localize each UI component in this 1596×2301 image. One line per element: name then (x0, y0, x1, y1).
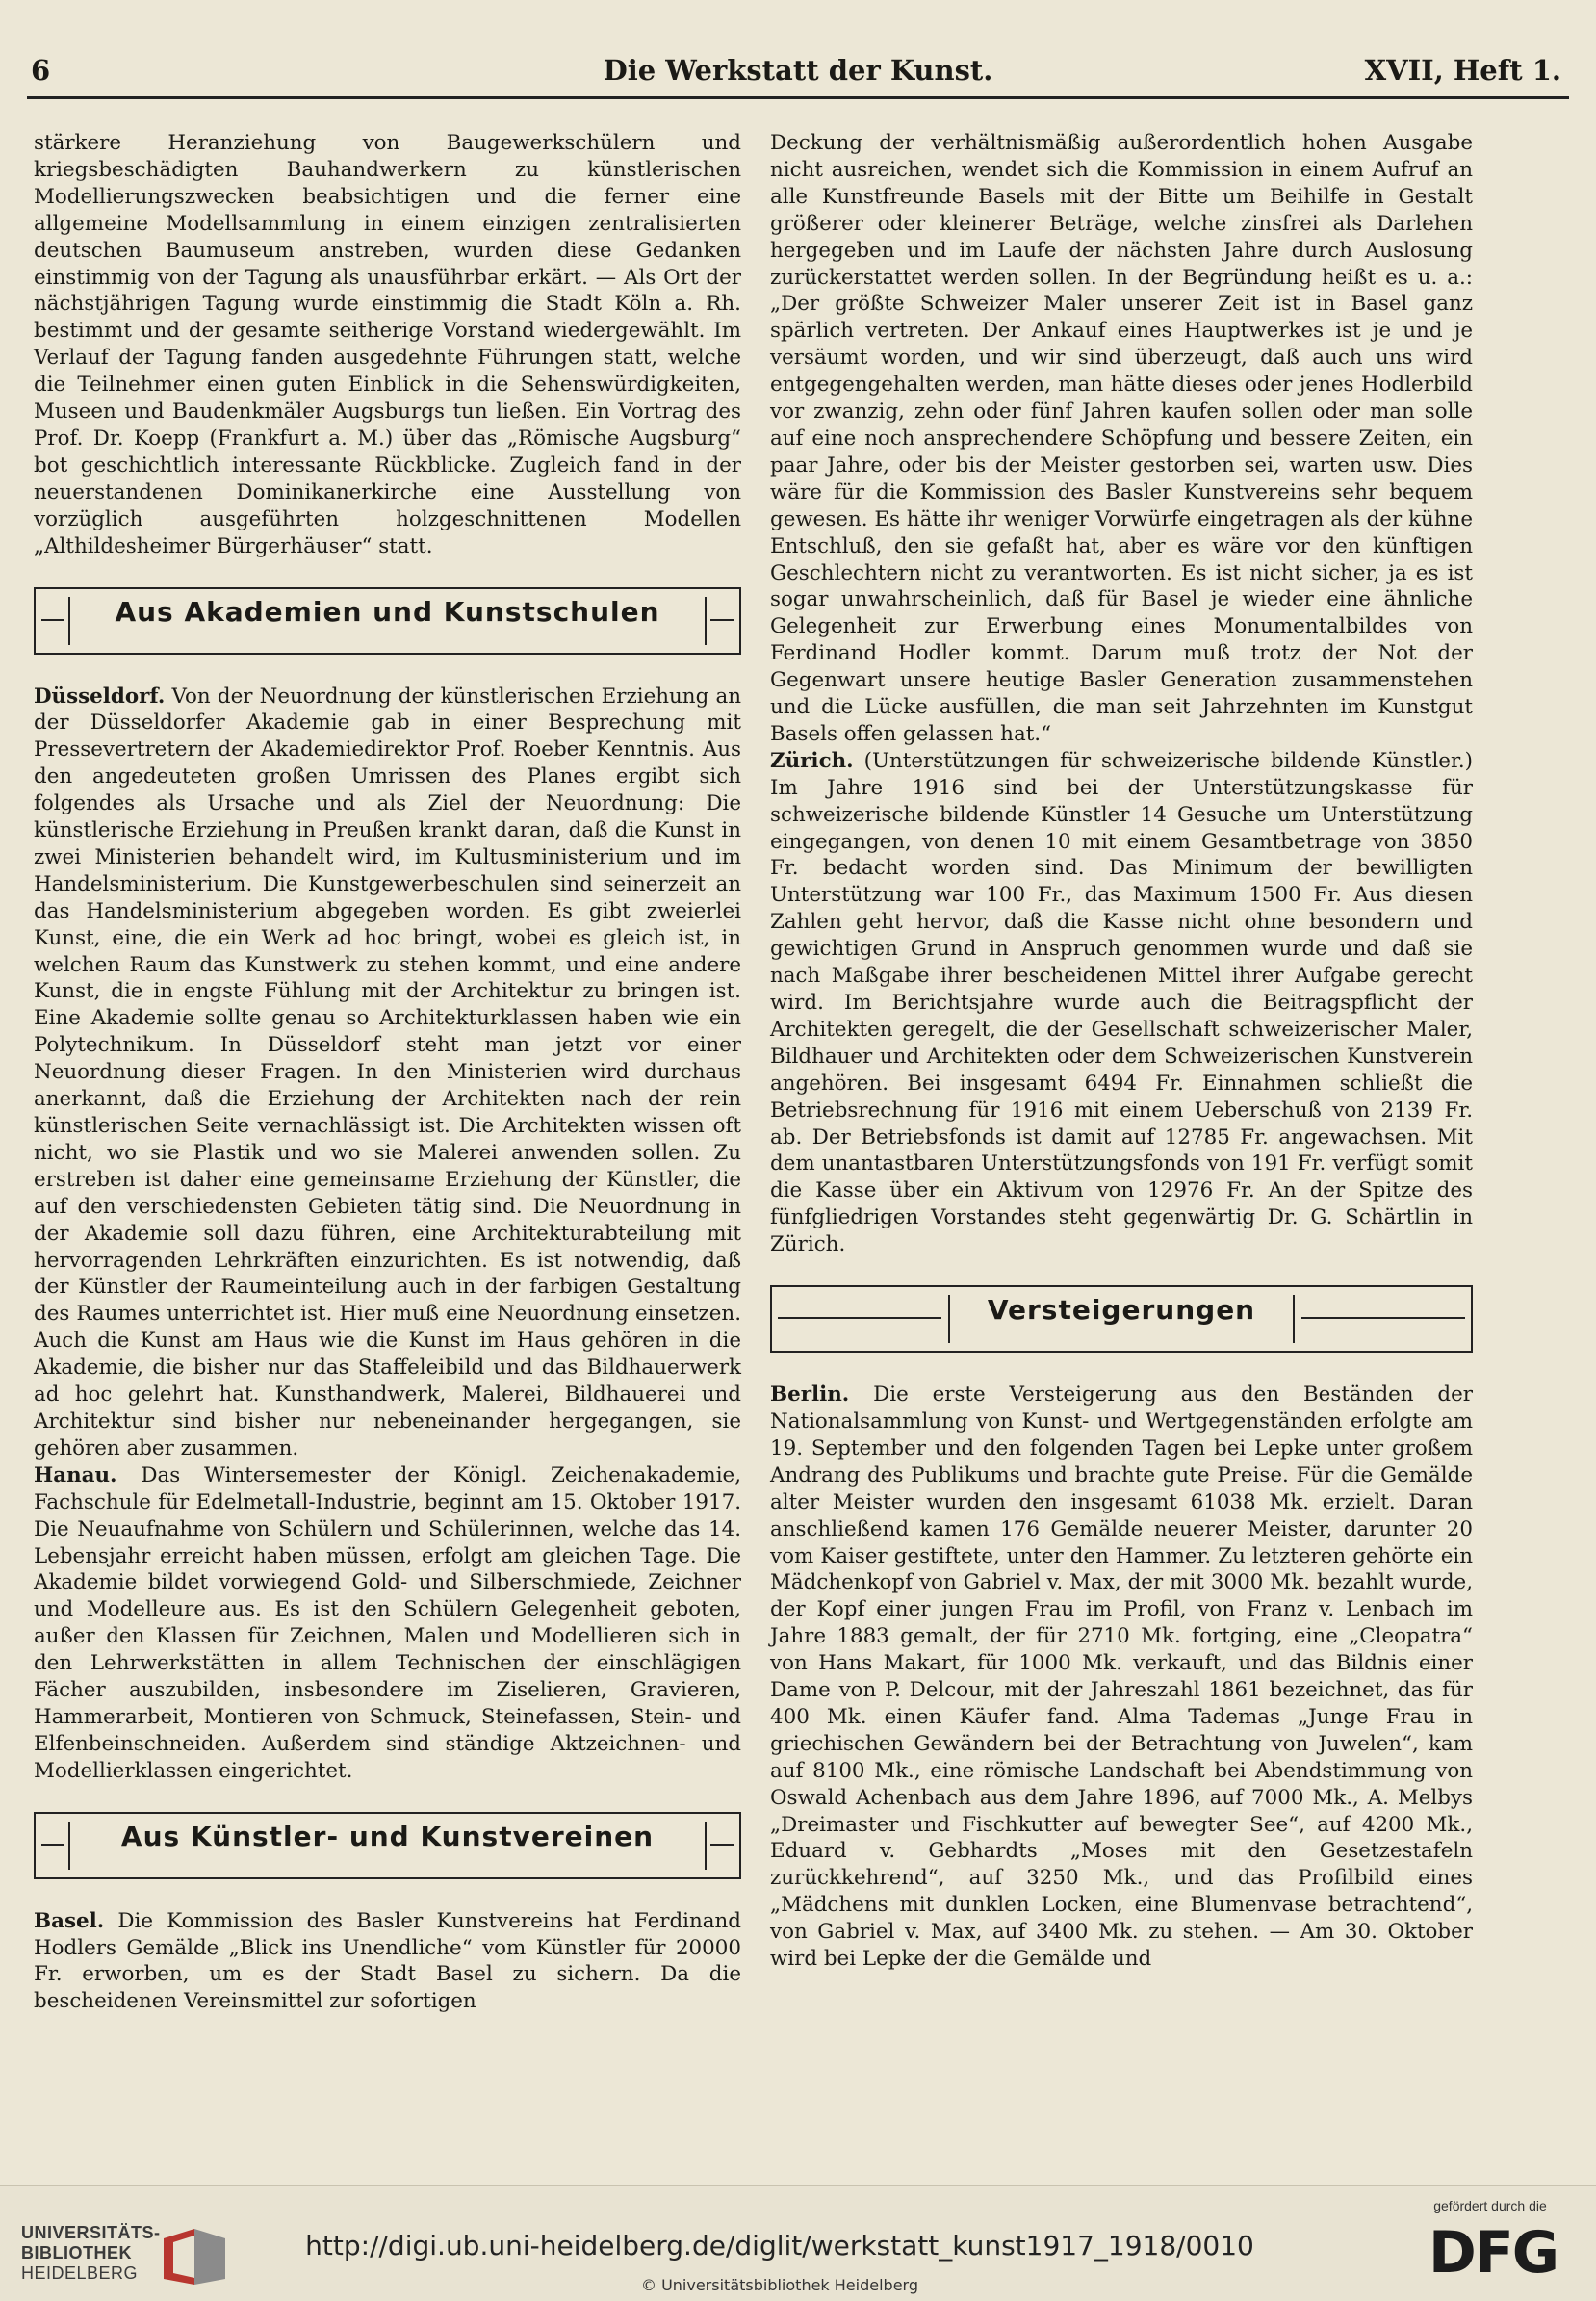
city-label: Zürich. (770, 748, 854, 773)
section-heading-akademien (34, 587, 741, 655)
section-title: Aus Künstler- und Kunstvereinen (120, 1820, 655, 1852)
article-text: Die Kommission des Basler Kunstvereins hat Ferdinand Hodlers Gemälde „Blick ins Unendliche“ vom Künstler für 20000 Fr. erworben, um es der Stadt Basel zu sichern. Da die bescheidenen Vereinsmittel zur sofortigen (34, 1908, 741, 2014)
article-text: (Unterstützungen für schweizerische bildende Künstler.) Im Jahre 1916 sind bei der Unterstützungskasse für schweizerische bildende Künstler 14 Gesuche um Unterstützung eingegangen, von denen 10 mit einem Gesamtbetrage von 3850 Fr. bedacht worden sind. Das Minimum der bewilligten Unterstützung war 100 Fr., das Maximum 1500 Fr. Aus diesen Zahlen geht hervor, daß die Kasse nicht ohne besondern und gewichtigen Grund in Anspruch genommen wurde und daß sie nach Maßgabe ihrer bescheidenen Mittel ihrer Aufgabe gerecht wird. Im Berichtsjahre wurde auch die Beitragspflicht der Architekten geregelt, die der Gesellschaft schweizerischer Maler, Bildhauer und Architekten oder dem Schweizerischen Kunstverein angehören. Bei insgesamt 6494 Fr. Einnahmen schließt die Betriebsrechnung für 1916 mit einem Ueberschuß von 2139 Fr. ab. Der Betriebsfonds ist damit auf 12785 Fr. angewachsen. Mit dem unantastbaren Unterstützungsfonds von 191 Fr. verfügt somit die Kasse über ein Aktivum von 12976 Fr. An der Spitze des fünfgliedrigen Vorstandes steht gegenwärtig Dr. G. Schärtlin in Zürich. (770, 748, 1473, 1257)
heading-bar-right (705, 1822, 707, 1870)
city-label: Berlin. (770, 1383, 850, 1408)
heading-dash-right (710, 619, 734, 621)
article-basel-continued: Deckung der verhältnismäßig außerordentlich hohen Ausgabe nicht ausreichen, wendet sich die Kommission in einem Aufruf an alle Kunstfreunde Basels mit der Bitte um Beihilfe in Gestalt größerer oder kleinerer Beträge, welche zinsfrei als Darlehen hergegeben und im Laufe der nächsten Jahre durch Auslosung zurückerstattet werden sollen. In der Begründung heißt es u. a.: „Der größte Schweizer Maler unserer Zeit ist in Basel ganz spärlich vertreten. Der Ankauf eines Hauptwerkes ist je und je versäumt worden, und wir sind überzeugt, daß auch uns wird entgegengehalten werden, man hätte dieses oder jenes Hodlerbild vor zwanzig, zehn oder fünf Jahren kaufen sollen oder man solle auf eine noch ansprechendere Schöpfung und bessere Zeiten, ein paar Jahre, oder bis der Meister gestorben sei, warten usw. Dies wäre für die Kommission des Basler Kunstvereins sehr bequem gewesen. Es hätte ihr weniger Vorwürfe eingetragen als der kühne Entschluß, den sie gefaßt hat, aber es wäre vor den künftigen Geschlechtern nicht zu verantworten. Es ist nicht sicher, ja es ist sogar unwahrscheinlich, daß für Basel je wieder eine ähnliche Gelegenheit zur Erwerbung eines Monumentalbildes von Ferdinand Hodler kommt. Darum muß trotz der Not der Gegenwart unsere heutige Basler Generation zusammenstehen und die Lücke ausfüllen, die man seit Jahrzehnten im Kunstgut Basels offen gelassen hat.“ (770, 131, 1473, 746)
section-heading-kunstvereine (34, 1812, 741, 1879)
intro-paragraph: stärkere Heranziehung von Baugewerkschülern und kriegsbeschädigten Bauhandwerkern zu künstlerischen Modellierungszwecken beabsichtigen und die ferner eine allgemeine Modellsammlung in einem einzigen zentralisierten deutschen Baumuseum anstreben, wurden diese Gedanken einstimmig von der Tagung als unausführbar erkärt. — Als Ort der nächstjährigen Tagung wurde einstimmig die Stadt Köln a. Rh. bestimmt und der gesamte seitherige Vorstand wiedergewählt. Im Verlauf der Tagung fanden ausgedehnte Führungen statt, welche die Teilnehmer einen guten Einblick in die Sehenswürdigkeiten, Museen und Baudenkmäler Augsburgs tun ließen. Ein Vortrag des Prof. Dr. Koepp (Frankfurt a. M.) über das „Römische Augsburg“ bot geschichtlich interessante Rückblicke. Zugleich fand in der neuerstandenen Dominikanerkirche eine Ausstellung von vorzüglich ausgeführten holzgeschnittenen Modellen „Althildesheimer Bürgerhäuser“ statt. (34, 131, 741, 558)
library-name-line1: UNIVERSITÄTS- (21, 2223, 161, 2242)
journal-title: Die Werkstatt der Kunst. (603, 54, 993, 87)
copyright-notice: © Universitätsbibliothek Heidelberg (640, 2276, 918, 2294)
article-text: Von der Neuordnung der künstlerischen Erziehung an der Düsseldorfer Akademie gab in einer Besprechung mit Pressevertretern der Akademiedirektor Prof. Roeber Kenntnis. Aus den angedeuteten großen Umrissen des Planes ergibt sich folgendes als Ursache und als Ziel der Neuordnung: Die künstlerische Erziehung in Preußen krankt daran, daß die Kunst in zwei Ministerien behandelt wird, im Kultusministerium und im Handelsministerium. Die Kunstgewerbeschulen sind seinerzeit an das Handelsministerium abgegeben worden. Es gibt zweierlei Kunst, eine, die ein Werk ad hoc bringt, wobei es gleich ist, in welchen Raum das Kunstwerk zu stehen kommt, und eine andere Kunst, die in engste Fühlung mit der Architektur zu bringen ist. Eine Akademie sollte genau so Architekturklassen haben wie ein Polytechnikum. In Düsseldorf steht man jetzt vor einer Neuordnung dieser Fragen. In den Ministerien wird durchaus anerkannt, daß die Erziehung der Architekten nach der rein künstlerischen Seite vernachlässigt ist. Die Architekten wissen oft nicht, wo sie Plastik und wo sie Malerei anwenden sollen. Zu erstreben ist daher eine gemeinsame Erziehung der Künstler, die auf den verschiedensten Gebieten tätig sind. Die Neuordnung in der Akademie soll dazu führen, eine Architekturabteilung mit hervorragenden Lehrkräften einzurichten. Es ist notwendig, daß der Künstler der Raumeinteilung auch in der farbigen Gestaltung des Raumes unterrichtet ist. Hier muß eine Neuordnung einsetzen. Auch die Kunst am Haus wie die Kunst im Haus gehören in die Akademie, die bisher nur das Staffeleibild und das Bildhauerwerk ad hoc gelehrt hat. Kunsthandwerk, Malerei, Bildhauerei und Architektur sind bisher nur nebeneinander hergegangen, sie gehören aber zusammen. (34, 684, 742, 1461)
library-name (21, 2223, 161, 2284)
article-hanau (34, 1462, 741, 1785)
article-duesseldorf (34, 684, 741, 1462)
left-column (34, 130, 741, 2015)
city-label: Basel. (34, 1908, 105, 1933)
funding-note: gefördert durch die (1433, 2198, 1547, 2213)
heading-border-right (739, 1814, 741, 1877)
running-header (27, 50, 1569, 96)
article-text: Das Wintersemester der Königl. Zeichenakademie, Fachschule für Edelmetall-Industrie, beginnt am 15. Oktober 1917. Die Neuaufnahme von Schülern und Schülerinnen, welche das 14. Lebensjahr erreicht haben müssen, erfolgt am gleichen Tage. Die Akademie bildet vorwiegend Gold- und Silberschmiede, Zeichner und Modelleure aus. Es ist den Schülern Gelegenheit geboten, außer den Klassen für Zeichnen, Malen und Modellieren sich in den Lehrwerkstätten in allem Technischen der einschlägigen Fächer auszubilden, insbesondere im Ziselieren, Gravieren, Hammerarbeit, Montieren von Schmuck, Steinefassen, Stein- und Elfenbeinschneiden. Außerdem sind ständige Aktzeichnen- und Modellierklassen eingerichtet. (34, 1462, 741, 1783)
article-basel (34, 1908, 741, 2016)
heading-bar-right (705, 597, 707, 645)
section-title: Aus Akademien und Kunstschulen (115, 595, 660, 628)
heading-dash-right (1301, 1317, 1465, 1319)
city-label: Düsseldorf. (34, 684, 166, 709)
article-text: Die erste Versteigerung aus den Beständen der Nationalsammlung von Kunst- und Wertgegenständen erfolgte am 19. September und den folgenden Tagen bei Lepke unter großem Andrang des Publikums und brachte gute Preise. Für die Gemälde alter Meister wurden den insgesamt 61038 Mk. erzielt. Daran anschließend kamen 176 Gemälde neuerer Meister, darunter 20 vom Kaiser gestiftete, unter den Hammer. Zu letzteren gehörte ein Mädchenkopf von Gabriel v. Max, der mit 3000 Mk. bezahlt wurde, der Kopf einer jungen Frau im Profil, von Franz v. Lenbach im Jahre 1883 gemalt, der für 2710 Mk. fortging, eine „Cleopatra“ von Hans Makart, für 1000 Mk. verkauft, und das Bildnis einer Dame von P. Delcour, mit der Jahreszahl 1861 bezeichnet, das für 400 Mk. einen Käufer fand. Alma Tademas „Junge Frau in griechischen Gewändern bei der Betrachtung von Juwelen“, kam auf 8100 Mk., eine römische Landschaft bei Abendstimmung von Oswald Achenbach aus dem Jahre 1896, auf 7000 Mk., A. Melbys „Dreimaster und Fischkutter auf bewegter See“, auf 4200 Mk., Eduard v. Gebhardts „Moses mit den Gesetzestafeln zurückkehrend“, auf 3250 Mk., und das Profilbild eines „Mädchens mit dunklen Locken, eine Blumenvase betrachtend“, von Gabriel v. Max, auf 3400 Mk. zu stehen. — Am 30. Oktober wird bei Lepke der die Gemälde und (770, 1383, 1473, 1972)
library-logo (21, 2223, 300, 2290)
heading-border-right (1471, 1287, 1473, 1351)
right-column (770, 130, 1473, 1973)
heading-bar-right (1293, 1295, 1295, 1343)
issue-label: XVII, Heft 1. (1364, 54, 1561, 87)
dfg-logo: DFG (1428, 2219, 1558, 2287)
source-url-link[interactable]: http://digi.ub.uni-heidelberg.de/diglit/werkstatt_kunst1917_1918/0010 (305, 2230, 1254, 2262)
header-rule (27, 96, 1569, 99)
article-zuerich (770, 748, 1473, 1258)
article-berlin (770, 1382, 1473, 1973)
heading-dash-right (710, 1844, 734, 1846)
library-name-line2: BIBLIOTHEK (21, 2243, 132, 2262)
heading-border-right (739, 589, 741, 653)
section-title: Versteigerungen (987, 1294, 1256, 1327)
library-name-line3: HEIDELBERG (21, 2263, 139, 2283)
digitization-footer (0, 2185, 1596, 2301)
page-number: 6 (31, 54, 51, 87)
city-label: Hanau. (34, 1462, 117, 1487)
section-heading-versteigerungen (770, 1285, 1473, 1353)
book-logo-icon (156, 2225, 233, 2288)
